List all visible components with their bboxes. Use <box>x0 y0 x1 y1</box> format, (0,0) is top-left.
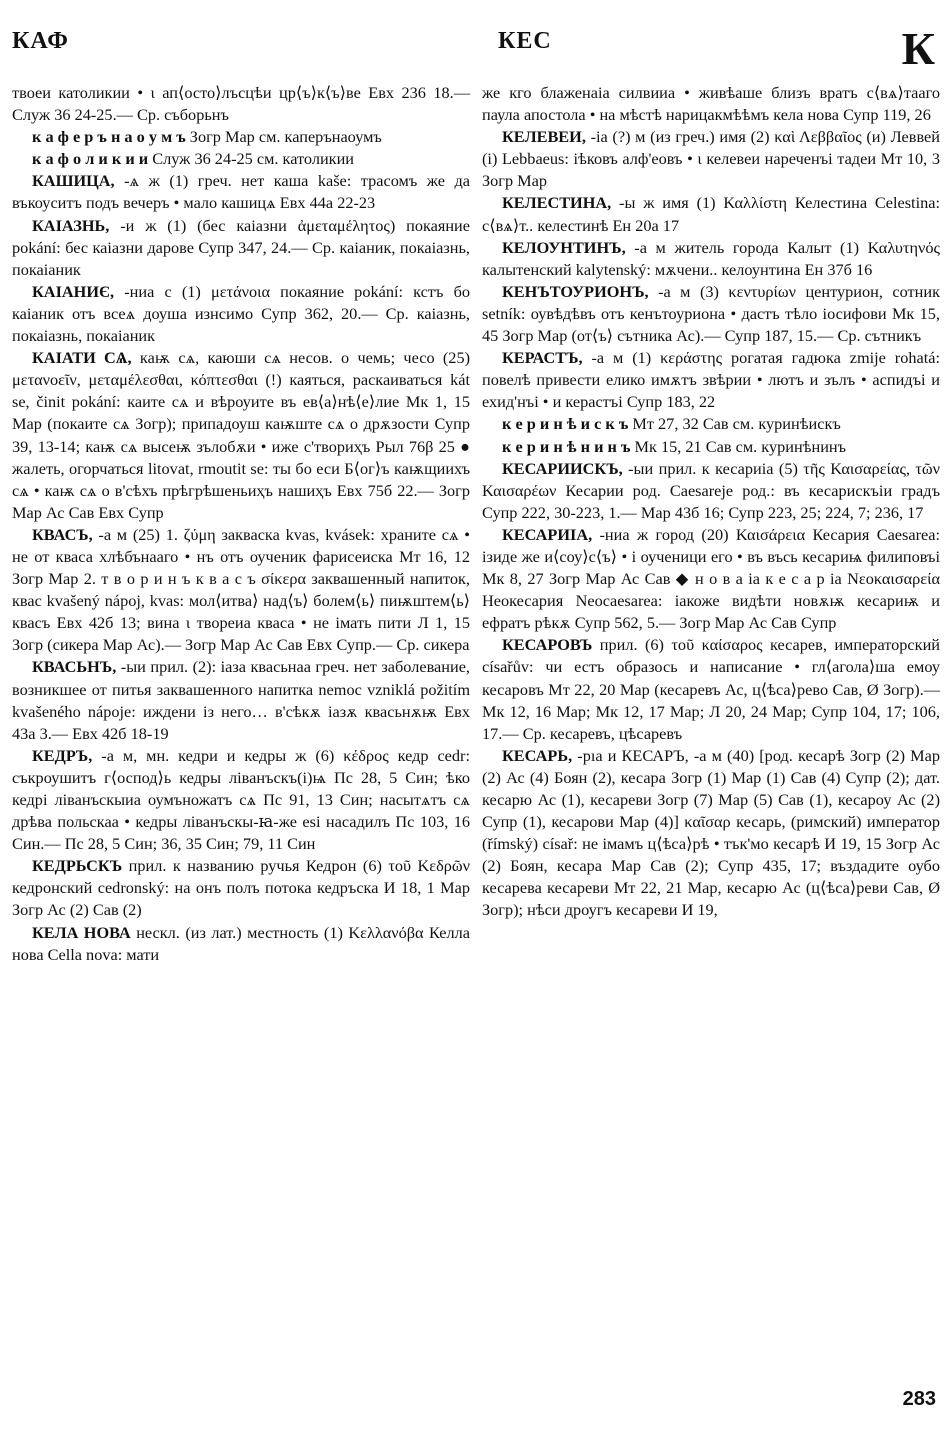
dictionary-entry <box>12 656 470 744</box>
headword: КЕНЪТОУРИОНЪ, <box>502 281 649 301</box>
entry-body: -ыи прил. к кесариіа (5) τῆς Καισαρείας, τῶν Καισαρέων Кесарии род. Caesareje род.: въ кесарискъіи градъ Супр 222, 30-223, 1.— Мар 43б 16; Супр 223, 25; 224, 7; 236, 17 <box>482 458 940 522</box>
headword: КЕРАСТЪ, <box>502 348 583 368</box>
entry-body: прил. к названию ручья Кедрон (6) τοῦ Κεδρῶν кедронский cedronský: на онъ полъ потока кедръска И 18, 1 Мар Зогр Ас (2) Сав (2) <box>12 856 470 920</box>
page-number: 283 <box>902 1388 936 1410</box>
dictionary-entry <box>12 126 470 148</box>
dictionary-entry <box>12 524 470 657</box>
left-column <box>12 82 470 966</box>
entry-body: каѭ сѧ, каюши сѧ несов. о чемь; чесо (25) μετανοεῖν, μεταμέλεσθαι, κόπτεσθαι (!) каяться, раскаиваться kát se, činit pokání: каите сѧ и вѣроуите въ ев⟨а⟩нѣ⟨е⟩лие Мк 1, 15 Мар (покаите сѧ Зогр); припадоуш каѭште сѧ о дрѫзости Супр 39, 13-14; каѭ сѧ высеѭ зълобѫи • иже с'твориҳъ Рыл 76β 25 ● жалеть, огорчаться litovat, rmoutit se: ты бо еси Б⟨ог⟩ъ каѭщиихъ сѧ • каѭ сѧ о в'сѣхъ прѣгрѣшеньиҳъ нашиҳъ Евх 75б 22.— Зогр Мар Ас Сав Евх Супр <box>12 348 471 522</box>
headword: КЕДРЪ, <box>32 745 93 765</box>
headword: КВАСЬНЪ, <box>32 657 117 677</box>
entry-body: Мт 27, 32 Сав см. куринѣискъ <box>628 414 841 434</box>
entry-body: -а м (1) κεράστης рогатая гадюка zmije rohatá: повелѣ привести елико имѫтъ звѣрии • лютъ и зълъ • аспидъі и ехид'нъі • и керастъі Супр 183, 22 <box>482 348 940 412</box>
headword: к е р и н ѣ н и н ъ <box>502 436 631 456</box>
dictionary-entry <box>482 126 940 192</box>
headword: КЕЛА НОВА <box>32 922 131 942</box>
headword: КЕЛОУНТИНЪ, <box>502 237 626 257</box>
entry-body: -ы ж имя (1) Καλλίστη Келестина Celestina: с⟨вѧ⟩т.. келестинѣ Ен 20а 17 <box>482 193 940 235</box>
entry-body: Мк 15, 21 Сав см. куринѣнинъ <box>630 436 847 456</box>
entry-body: -ѧ ж (1) греч. нет каша kaše: трасомъ же да въкоуситъ подъ вечеръ • мало кашицѧ Евх 44а 22-23 <box>12 171 470 213</box>
dictionary-entry <box>482 192 940 236</box>
dictionary-entry <box>12 922 470 966</box>
right-column <box>482 82 940 922</box>
entry-body: прил. (6) τοῦ καίσαρος кесарев, императорский císařův: чи естъ образось и написание • гл⟨агола⟩ша емоу кесаровъ Мт 22, 20 Мар (кесаревъ Ас, ц⟨ѣса⟩рево Сав, Ø Зогр).— Мк 12, 16 Мар; Мк 12, 17 Мар; Л 20, 24 Мар; Супр 104, 17; 106, 17.— Ср. кесаревъ, цѣсаревъ <box>482 635 940 743</box>
dictionary-entry <box>482 634 940 744</box>
entry-body: -а м (25) 1. ζύμη закваска kvas, kvásek: храните сѧ • не от кваса хлѣбънааго • нъ отъ оученик фарисеиска Мт 16, 12 Зогр Мар 2. т в о р и н ъ к в а с ъ σίκερα заквашенный напиток, квас kvašený nápoj, kvas: мол⟨итва⟩ над⟨ъ⟩ болем⟨ь⟩ пиѭштем⟨ь⟩ квасъ Евх 42б 13; вина ι твореиа кваса • не імать пити Л 1, 15 Зогр (сикера Мар Ас).— Зогр Мар Ас Сав Евх Супр.— Ср. сикера <box>12 524 470 655</box>
headword: КЕЛЕСТИНА, <box>502 193 612 213</box>
dictionary-entry <box>482 347 940 413</box>
headword: КЕЛЕВЕИ, <box>502 127 586 147</box>
running-head-left: КАФ <box>12 28 69 54</box>
entry-body: Зогр Мар см. каперънаоумъ <box>185 127 382 147</box>
dictionary-entry <box>12 215 470 281</box>
headword: к а ф е р ъ н а о у м ъ <box>32 127 186 147</box>
headword: КЕДРЬСКЪ <box>32 856 123 876</box>
entry-body: же кго блаженаіа силвииа • живѣаше близъ вратъ с⟨вѧ⟩тааго паула апостола • на мѣстѣ нарицакмѣѣмъ кела нова Супр 119, 26 <box>482 83 940 125</box>
headword: КАІАТИ СѦ, <box>32 348 132 368</box>
entry-body: -ниа ж город (20) Καισάρεια Кесария Caesarea: ізиде же и⟨соу⟩с⟨ъ⟩ • і оученици его • въ въсь кесариѩ филиповъі Мк 8, 27 Зогр Мар Ас Сав ◆ н о в а іа к е с а р іа Νεοκαισαρεία Неокесария Neocaesarea: іакоже видѣти новѫѭ кесариѭ и ефратъ рѣкѫ Супр 562, 5.— Зогр Мар Ас Сав Супр <box>482 524 940 633</box>
headword: КЕСАРИІА, <box>502 524 593 544</box>
dictionary-entry <box>12 148 470 170</box>
dictionary-entry <box>482 281 940 347</box>
dictionary-entry <box>12 347 470 524</box>
headword: КЕСАРОВЪ <box>502 635 593 655</box>
entry-body: -ниа с (1) μετάνοια покаяние pokání: кстъ бо каіаник отъ всеѧ доуша изнсимо Супр 362, 20.— Ср. каіазнь, покаіазнь, покаіаник <box>12 281 470 346</box>
dictionary-entry <box>482 237 940 281</box>
headword: КАІАЗНЬ, <box>32 215 110 235</box>
dictionary-entry <box>482 524 940 634</box>
entry-body: -іа (?) м (из греч.) имя (2) καὶ Λεββαῖος (и) Леввей (і) Lebbaeus: іѣковъ алф'еовъ • ι келевеи нареченъі тадеи Мт 10, 3 Зогр Мар <box>482 127 940 191</box>
dictionary-entry <box>12 82 470 126</box>
dictionary-entry <box>482 436 940 458</box>
entry-body: твоеи католикии • ι ап⟨осто⟩лъсцѣи цр⟨ъ⟩к⟨ъ⟩ве Евх 236 18.— Служ 36 24-25.— Ср. съборьнъ <box>12 83 470 125</box>
dictionary-entry <box>482 82 940 126</box>
headword: КЕСАРЬ, <box>502 745 573 765</box>
dictionary-entry <box>482 413 940 435</box>
headword: КАІАНИЄ, <box>32 281 115 301</box>
entry-body: -рıа и КЕСАРЪ, -а м (40) [род. кесарѣ Зогр (2) Мар (2) Ас (4) Боян (2), кесара Зогр (1) Мар (1) Сав (4) Супр (2); дат. кесарю Ас (1), кесареви Зогр (7) Мар (5) Сав (1), кесароу Ас (2) Супр (1), кесарови Мар (4)] καῖσαρ кесарь, (римский) император (římský) císař: не імамъ ц⟨ѣса⟩рѣ • тък'мо кесарѣ И 19, 15 Зогр Ас (2) Боян, кесара Мар Сав (2); Супр 435, 17; въздадите оубо кесарева кесареви Мт 22, 21 Мар, кесарю Ас (ц⟨ѣса⟩реви Сав, Ø Зогр); нѣси дроугъ кесареви И 19, <box>482 745 940 920</box>
entry-body: -а м житель города Калыт (1) Καλυτηνός калытенский kalytenský: мѫчени.. келоунтина Ен 37б 16 <box>482 237 940 279</box>
headword: КАШИЦА, <box>32 171 115 191</box>
headword: КВАСЪ, <box>32 524 93 544</box>
entry-body: -а м, мн. кедри и кедры ж (6) κέδρος кедр cedr: съкроушитъ г⟨оспод⟩ь кедры ліванъскъ(і)ѩ Пс 28, 5 Син; ѣко кедрі ліванъскыиа оумъножатъ сѧ Пс 91, 13 Син; насытѧтъ сѧ дрѣва польскаа • кедры ліванъскы-ꙗ-же еѕі насадилъ Пс 103, 16 Син.— Пс 28, 5 Син; 36, 35 Син; 79, 11 Син <box>12 745 470 854</box>
dictionary-entry <box>12 170 470 214</box>
entry-body: -а м (3) κεντυρίων центурион, сотник setník: оувѣдѣвъ отъ кенътоуриона • дастъ тѣло іосифови Мк 15, 45 Зогр Мар (от⟨ъ⟩ сътника Ас).— Супр 187, 15.— Ср. сътникъ <box>482 281 940 346</box>
dictionary-entry <box>12 855 470 921</box>
headword: к а ф о л и к и и <box>32 149 149 169</box>
entry-body: -и ж (1) (бес каіазни ἀμεταμέλητος) покаяние pokání: бес каіазни дарове Супр 347, 24.— Ср. каіаник, покаіазнь, покаіаник <box>12 215 470 279</box>
section-letter: К <box>901 23 936 74</box>
entry-body: -ыи прил. (2): іаза квасьнаа греч. нет заболевание, возникшее от питья заквашенного напитка nemoc vzniklá požitím kvašeného nápoje: иждени із него… в'сѣкѫ іазѫ квасьнѫѭ Евх 43а 3.— Евх 42б 18-19 <box>12 657 470 743</box>
dictionary-entry <box>12 745 470 855</box>
dictionary-entry <box>482 458 940 524</box>
dictionary-entry <box>482 745 940 922</box>
headword: КЕСАРИИСКЪ, <box>502 458 623 478</box>
headword: к е р и н ѣ и с к ъ <box>502 414 629 434</box>
entry-body: нескл. (из лат.) местность (1) Κελλανόβα Келла нова Cella nova: мати <box>12 922 470 964</box>
dictionary-entry <box>12 281 470 347</box>
entry-body: Служ 36 24-25 см. католикии <box>148 149 355 169</box>
running-head-center: КЕС <box>498 28 552 54</box>
